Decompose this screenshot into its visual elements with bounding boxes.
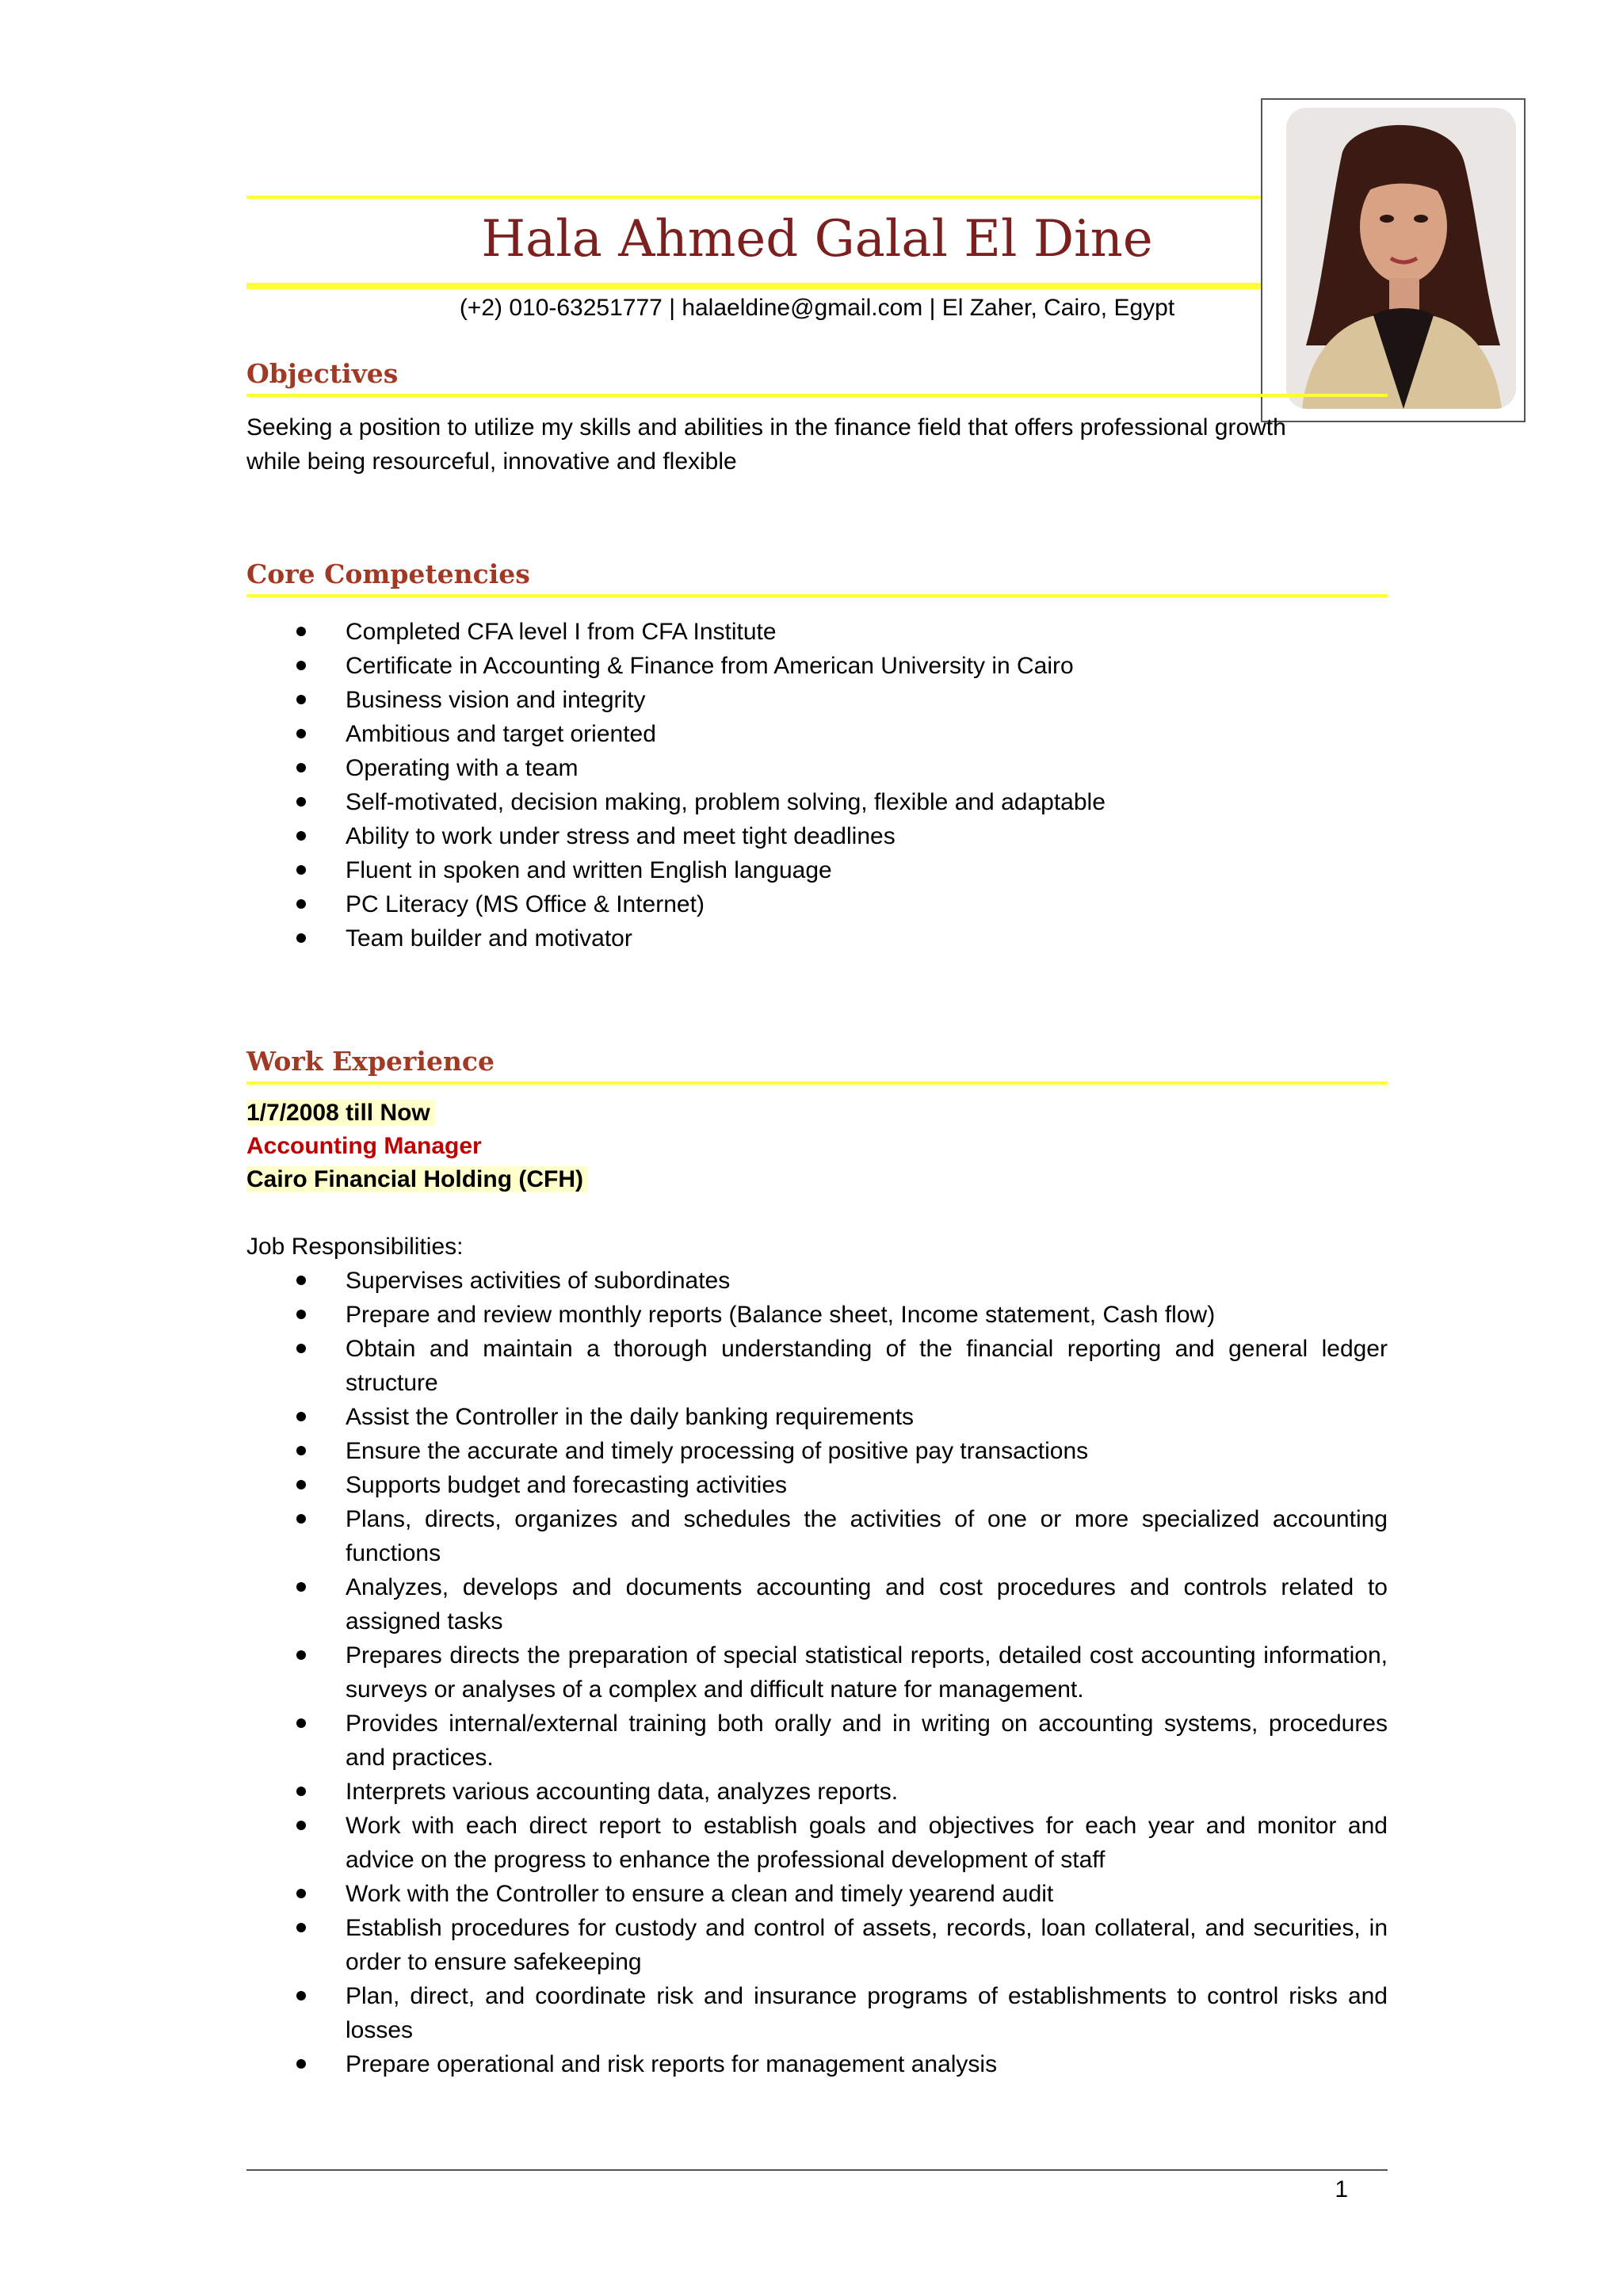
- list-item: Ensure the accurate and timely processing of positive pay transactions: [246, 1434, 1388, 1468]
- list-item: Prepares directs the preparation of special statistical reports, detailed cost accounting information, surveys or analyses of a complex and difficult nature for management.: [246, 1638, 1388, 1707]
- job-title: Accounting Manager: [246, 1133, 482, 1159]
- list-item: Provides internal/external training both orally and in writing on accounting systems, procedures and practices.: [246, 1707, 1388, 1775]
- list-item: Business vision and integrity: [246, 683, 1388, 717]
- section-heading-objectives: Objectives: [246, 358, 399, 389]
- header-rule-bottom: [246, 283, 1285, 289]
- list-item: Plan, direct, and coordinate risk and insurance programs of establishments to control risks and losses: [246, 1979, 1388, 2047]
- responsibilities-label: Job Responsibilities:: [246, 1234, 464, 1260]
- list-item: Obtain and maintain a thorough understanding of the financial reporting and general ledger structure: [246, 1332, 1388, 1400]
- list-item: Prepare operational and risk reports for management analysis: [246, 2047, 1388, 2081]
- list-item: Work with each direct report to establish goals and objectives for each year and monitor and advice on the progress to enhance the professional development of staff: [246, 1809, 1388, 1877]
- list-item: Certificate in Accounting & Finance from American University in Cairo: [246, 649, 1388, 683]
- list-item: Assist the Controller in the daily banking requirements: [246, 1400, 1388, 1434]
- list-item: Ability to work under stress and meet tight deadlines: [246, 819, 1388, 853]
- list-item: Team builder and motivator: [246, 921, 1388, 955]
- list-item: Completed CFA level I from CFA Institute: [246, 615, 1388, 649]
- list-item: Fluent in spoken and written English language: [246, 853, 1388, 887]
- list-item: Establish procedures for custody and control of assets, records, loan collateral, and securities, in order to ensure safekeeping: [246, 1911, 1388, 1979]
- objective-text-line-1: Seeking a position to utilize my skills and abilities in the finance field that offers professional growth: [246, 414, 1286, 441]
- page-number: 1: [1335, 2176, 1348, 2203]
- list-item: Supervises activities of subordinates: [246, 1264, 1388, 1298]
- header-rule-top: [246, 196, 1285, 199]
- section-rule-objectives: [246, 394, 1388, 397]
- section-rule-work-experience: [246, 1081, 1388, 1085]
- section-rule-core-competencies: [246, 594, 1388, 597]
- list-item: Analyzes, develops and documents accounting and cost procedures and controls related to assigned tasks: [246, 1570, 1388, 1638]
- list-item: Interprets various accounting data, analyzes reports.: [246, 1775, 1388, 1809]
- section-heading-work-experience: Work Experience: [246, 1046, 495, 1077]
- list-item: Prepare and review monthly reports (Balance sheet, Income statement, Cash flow): [246, 1298, 1388, 1332]
- objective-text-line-2: while being resourceful, innovative and flexible: [246, 448, 737, 475]
- candidate-name: Hala Ahmed Galal El Dine: [481, 210, 1153, 269]
- list-item: Operating with a team: [246, 751, 1388, 785]
- responsibilities-list: [246, 1264, 1388, 2081]
- competencies-list: [246, 615, 1388, 955]
- section-heading-core-competencies: Core Competencies: [246, 559, 530, 589]
- job-period: [246, 1097, 435, 1130]
- footer-rule: [246, 2169, 1388, 2171]
- company-name-text: Cairo Financial Holding (CFH): [246, 1166, 588, 1192]
- contact-line: (+2) 010-63251777 | halaeldine@gmail.com | El Zaher, Cairo, Egypt: [459, 295, 1175, 321]
- job-period-text: 1/7/2008 till Now: [246, 1100, 435, 1126]
- list-item: Ambitious and target oriented: [246, 717, 1388, 751]
- list-item: Self-motivated, decision making, problem solving, flexible and adaptable: [246, 785, 1388, 819]
- company-name: [246, 1163, 588, 1196]
- list-item: Supports budget and forecasting activities: [246, 1468, 1388, 1502]
- list-item: Work with the Controller to ensure a clean and timely yearend audit: [246, 1877, 1388, 1911]
- list-item: PC Literacy (MS Office & Internet): [246, 887, 1388, 921]
- list-item: Plans, directs, organizes and schedules the activities of one or more specialized accounting functions: [246, 1502, 1388, 1570]
